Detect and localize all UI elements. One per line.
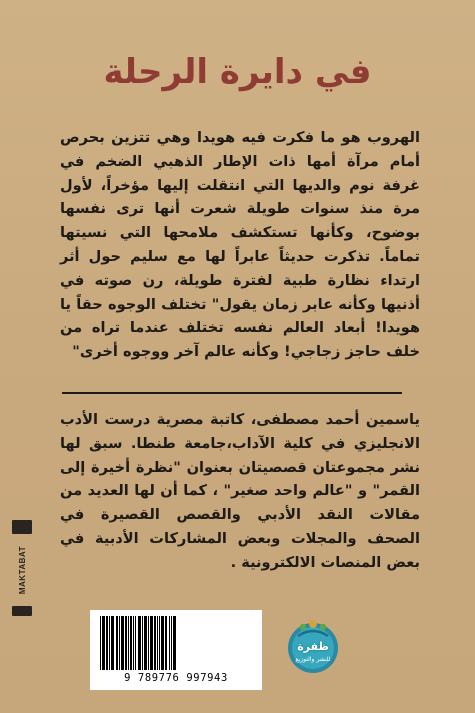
barcode-bar	[138, 616, 141, 670]
dafra-name: ظفرة	[297, 640, 329, 653]
barcode-bar	[165, 616, 167, 670]
author-bio: ياسمين أحمد مصطفى، كاتبة مصرية درست الأدب الانجليزي في كلية الآداب،جامعة طنطا. سبق لها نشر مجموعتان قصصيتان بعنوان "نظرة أخيرة إلى القمر" و "عالم واحد صغير" ، كما أن لها العديد من مقالات النقد الأدبي والقصص القصيرة في الصحف والمجلات وبعض المشاركات الأدبية في بعض المنصات الالكترونية .	[60, 411, 420, 571]
barcode-bar	[116, 616, 118, 670]
blurb-text: الهروب هو ما فكرت فيه هويدا وهي تتزين بحرص أمام مرآة أمها ذات الإطار الذهبي الضخم في غرفة نوم والديها التي انتقلت إليها مؤخراً، لأول مرة منذ سنوات طويلة شعرت أنها ترى نفسها بوضوح، وكأنها تستكشف ملامحها التي نسيتها تماماً. تذكرت حديثاً عابراً لها مع سليم حول أثر ارتداء نظارة طبية لفترة طويلة، رن صوته في أذنيها وكأنه عابر زمان يقول" تختلف الوجوه حقاً يا هويدا! أبعاد العالم نفسه تختلف عندما تراه من خلف حاجز زجاجي! وكأنه عالم آخر ووجوه أخرى"	[60, 129, 420, 361]
barcode-bar	[109, 616, 110, 670]
barcode-bar	[102, 616, 105, 670]
barcode-bar	[119, 616, 120, 670]
barcode-bar	[157, 616, 158, 670]
barcode-bar	[135, 616, 136, 670]
barcode-bar	[171, 616, 172, 670]
barcode-bar	[169, 616, 170, 670]
barcode-bar	[142, 616, 143, 670]
publisher-logo-block	[12, 606, 32, 616]
barcode-bar	[154, 616, 156, 670]
barcode-bar	[173, 616, 176, 670]
barcode-bar	[144, 616, 147, 670]
dafra-logo	[283, 612, 343, 680]
publisher-logo-block	[12, 520, 32, 534]
isbn-number: 9 789776 997943	[124, 672, 228, 684]
barcode-bar	[150, 616, 153, 670]
barcode-bar	[148, 616, 149, 670]
barcode	[90, 610, 262, 690]
publisher-logo-text: MAKTABAT	[17, 545, 27, 595]
book-title: في دايرة الرحلة	[103, 52, 372, 92]
barcode-bar	[159, 616, 160, 670]
barcode-bar	[106, 616, 108, 670]
barcode-bar	[128, 616, 129, 670]
barcode-bar	[121, 616, 124, 670]
barcode-bars-icon	[98, 616, 254, 672]
publisher-logo	[11, 520, 33, 616]
divider-line	[62, 392, 402, 394]
barcode-bar	[100, 616, 101, 670]
barcode-bar	[133, 616, 134, 670]
barcode-bar	[125, 616, 127, 670]
barcode-bar	[111, 616, 114, 670]
dafra-subtitle: للنشر والتوزيع	[295, 656, 331, 663]
barcode-bar	[130, 616, 132, 670]
barcode-bar	[161, 616, 164, 670]
